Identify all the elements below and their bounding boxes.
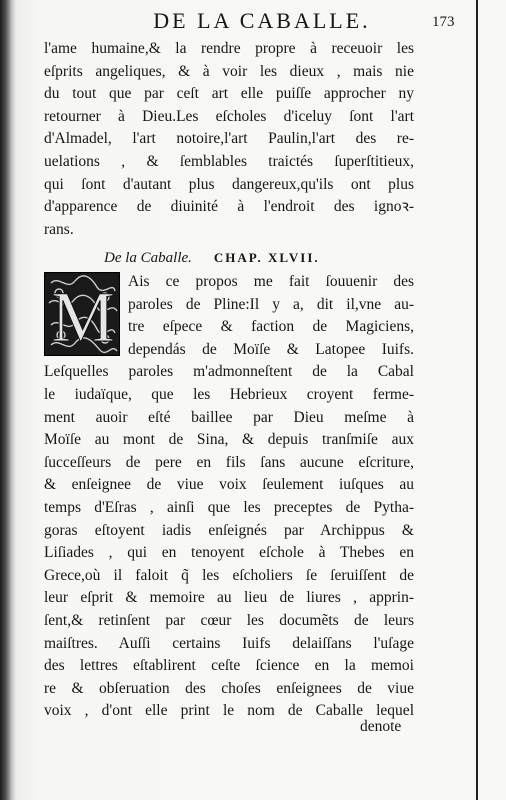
running-title: DE LA CABALLE.	[153, 8, 371, 33]
text-line: & enſeignee de viue voix ſeulement iuſques au	[44, 476, 414, 494]
text-line: paroles de Pline:Il y a, dit il,vne au-	[128, 295, 414, 313]
chapter-heading	[104, 250, 404, 267]
text-line: goras eſtoyent iadis enſeignés par Archippus &	[44, 521, 414, 539]
text-line: Liſiades , qui en tenoyent eſchole à Thebes en	[44, 544, 414, 562]
text-line: ment auoir eſté baillee par Dieu meſme à	[44, 408, 414, 426]
text-line: des lettres eſtablirent ceſte ſcience en la memoi	[44, 657, 414, 675]
text-line: retourner à Dieu.Les eſcholes d'iceluy ſont l'art	[44, 107, 414, 125]
top-paragraph	[44, 38, 414, 241]
chapter-title: De la Caballe.	[104, 250, 192, 266]
text-line: eſprits angeliques, & à voir les dieux , mais nie	[44, 62, 414, 80]
text-line: maiſtres. Auſſi certains Iuifs delaiſſans l'uſage	[44, 634, 414, 652]
text-line: Ais ce propos me fait ſouuenir des	[128, 273, 414, 290]
text-line: voix , d'ont elle print le nom de Caballe lequel	[44, 702, 414, 720]
text-line: rans.	[44, 220, 74, 238]
text-line: d'Almadel, l'art notoire,l'art Paulin,l'art des re-	[44, 130, 414, 148]
text-line: le iudaïque, que les Hebrieux croyent ferme-	[44, 385, 414, 403]
chapter-number: CHAP. XLVII.	[213, 250, 320, 265]
text-line: Grece,où il faloit q̃ les eſcholiers ſe ſeruiſſent de	[44, 566, 414, 584]
text-line: Moïſe au mont de Sina, & depuis tranſmiſe aux	[44, 431, 414, 449]
text-line: leur eſprit & memoire au lieu de liures , apprin-	[44, 589, 414, 607]
catchword: denote	[360, 718, 402, 735]
page-edge	[476, 0, 478, 800]
text-line: qui ſont d'autant plus dangereux,qu'ils ont plus	[44, 175, 414, 193]
chapter-paragraph	[44, 271, 414, 723]
text-line: du tout que par ceſt art elle puiſſe approcher ny	[44, 85, 414, 103]
page-number: 173	[432, 14, 455, 30]
text-line: re & obſeruation des choſes enſeignees de viue	[44, 679, 414, 697]
text-line: l'ame humaine,& la rendre propre à receuoir les	[44, 40, 414, 57]
svg-text:M: M	[50, 277, 116, 356]
text-line: Leſquelles paroles m'admonneſtent de la Cabal	[44, 363, 414, 381]
text-line: uelations , & ſemblables traictés ſuperſtitieux,	[44, 152, 414, 170]
text-line: tre eſpece & faction de Magiciens,	[128, 318, 414, 336]
text-line: dependás de Moïſe & Latopee Iuifs.	[128, 340, 414, 358]
text-line: d'apparence de diuinité à l'endroit des ignoꝛ-	[44, 198, 414, 216]
text-line: ſent,& retinſent par cœur les documẽts de leurs	[44, 611, 414, 629]
binding-shadow	[0, 0, 16, 800]
text-line: ſucceſſeurs de pere en fils ſans aucune eſcriture,	[44, 453, 414, 471]
text-line: temps d'Eſras , ainſi que les preceptes de Pytha-	[44, 498, 414, 516]
